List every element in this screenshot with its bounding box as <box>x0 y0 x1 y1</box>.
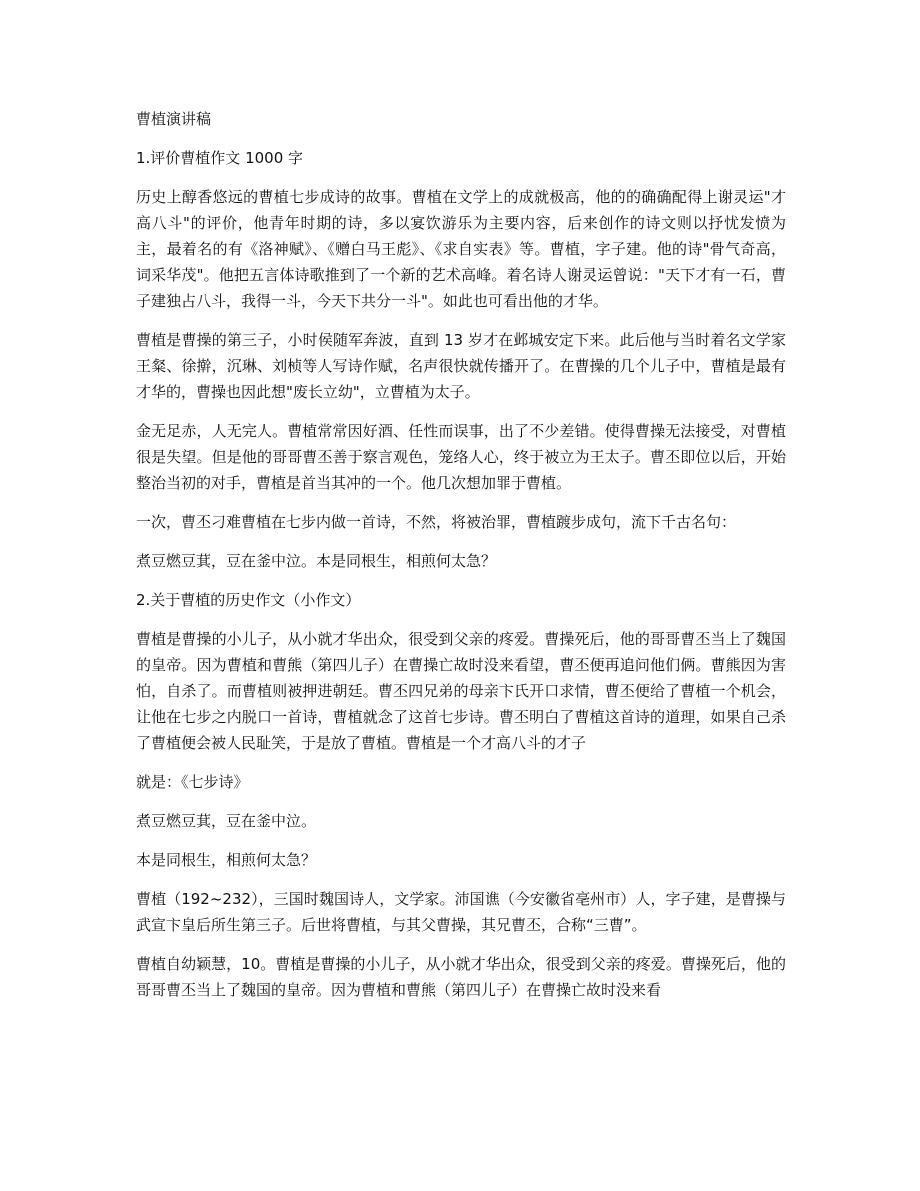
section-heading-1: 1.评价曹植作文 1000 字 <box>136 149 304 167</box>
paragraph: 曹植（192~232），三国时魏国诗人，文学家。沛国谯（今安徽省亳州市）人，字子建，是曹操与武宣卞皇后所生第三子。后世将曹植，与其父曹操，其兄曹丕，合称“三曹”。 <box>136 890 786 934</box>
poem-line: 煮豆燃豆萁，豆在釜中泣。 <box>136 812 317 830</box>
poem-title: 就是：《七步诗》 <box>136 773 249 791</box>
document-body <box>136 106 786 1016</box>
paragraph: 曹植自幼颖慧，10。曹植是曹操的小儿子，从小就才华出众，很受到父亲的疼爱。曹操死后，他的哥哥曹丕当上了魏国的皇帝。因为曹植和曹熊（第四儿子）在曹操亡故时没来看 <box>136 955 786 999</box>
poem-line: 煮豆燃豆萁，豆在釜中泣。本是同根生，相煎何太急？ <box>136 552 497 570</box>
paragraph: 金无足赤，人无完人。曹植常常因好酒、任性而误事，出了不少差错。使得曹操无法接受，对曹植很是失望。但是他的哥哥曹丕善于察言观色，笼络人心，终于被立为王太子。曹丕即位以后，开始整治当初的对手，曹植是首当其冲的一个。他几次想加罪于曹植。 <box>136 422 786 492</box>
poem-line: 本是同根生，相煎何太急？ <box>136 851 317 869</box>
paragraph: 曹植是曹操的第三子，小时侯随军奔波，直到 13 岁才在邺城安定下来。此后他与当时着名文学家王粲、徐擀，沉琳、刘桢等人写诗作赋，名声很快就传播开了。在曹操的几个儿子中，曹植是最有才华的，曹操也因此想"废长立幼"，立曹植为太子。 <box>136 331 786 401</box>
paragraph: 曹植是曹操的小儿子，从小就才华出众，很受到父亲的疼爱。曹操死后，他的哥哥曹丕当上了魏国的皇帝。因为曹植和曹熊（第四儿子）在曹操亡故时没来看望，曹丕便再追问他们俩。曹熊因为害怕，自杀了。而曹植则被押进朝廷。曹丕四兄弟的母亲卞氏开口求情，曹丕便给了曹植一个机会，让他在七步之内脱口一首诗，曹植就念了这首七步诗。曹丕明白了曹植这首诗的道理，如果自己杀了曹植便会被人民耻笑，于是放了曹植。曹植是一个才高八斗的才子 <box>136 630 786 752</box>
document-title: 曹植演讲稿 <box>136 110 212 128</box>
paragraph: 一次，曹丕刁难曹植在七步内做一首诗，不然，将被治罪，曹植踱步成句，流下千古名句： <box>136 513 737 531</box>
paragraph: 历史上醇香悠远的曹植七步成诗的故事。曹植在文学上的成就极高，他的的确确配得上谢灵运"才高八斗"的评价，他青年时期的诗，多以宴饮游乐为主要内容，后来创作的诗文则以抒忧发愤为主，最着名的有《洛神赋》、《赠白马王彪》、《求自实表》等。曹植，字子建。他的诗"骨气奇高，词采华茂"。他把五言体诗歌推到了一个新的艺术高峰。着名诗人谢灵运曾说："天下才有一石，曹子建独占八斗，我得一斗，今天下共分一斗"。如此也可看出他的才华。 <box>136 188 786 310</box>
section-heading-2: 2.关于曹植的历史作文（小作文） <box>136 591 361 609</box>
